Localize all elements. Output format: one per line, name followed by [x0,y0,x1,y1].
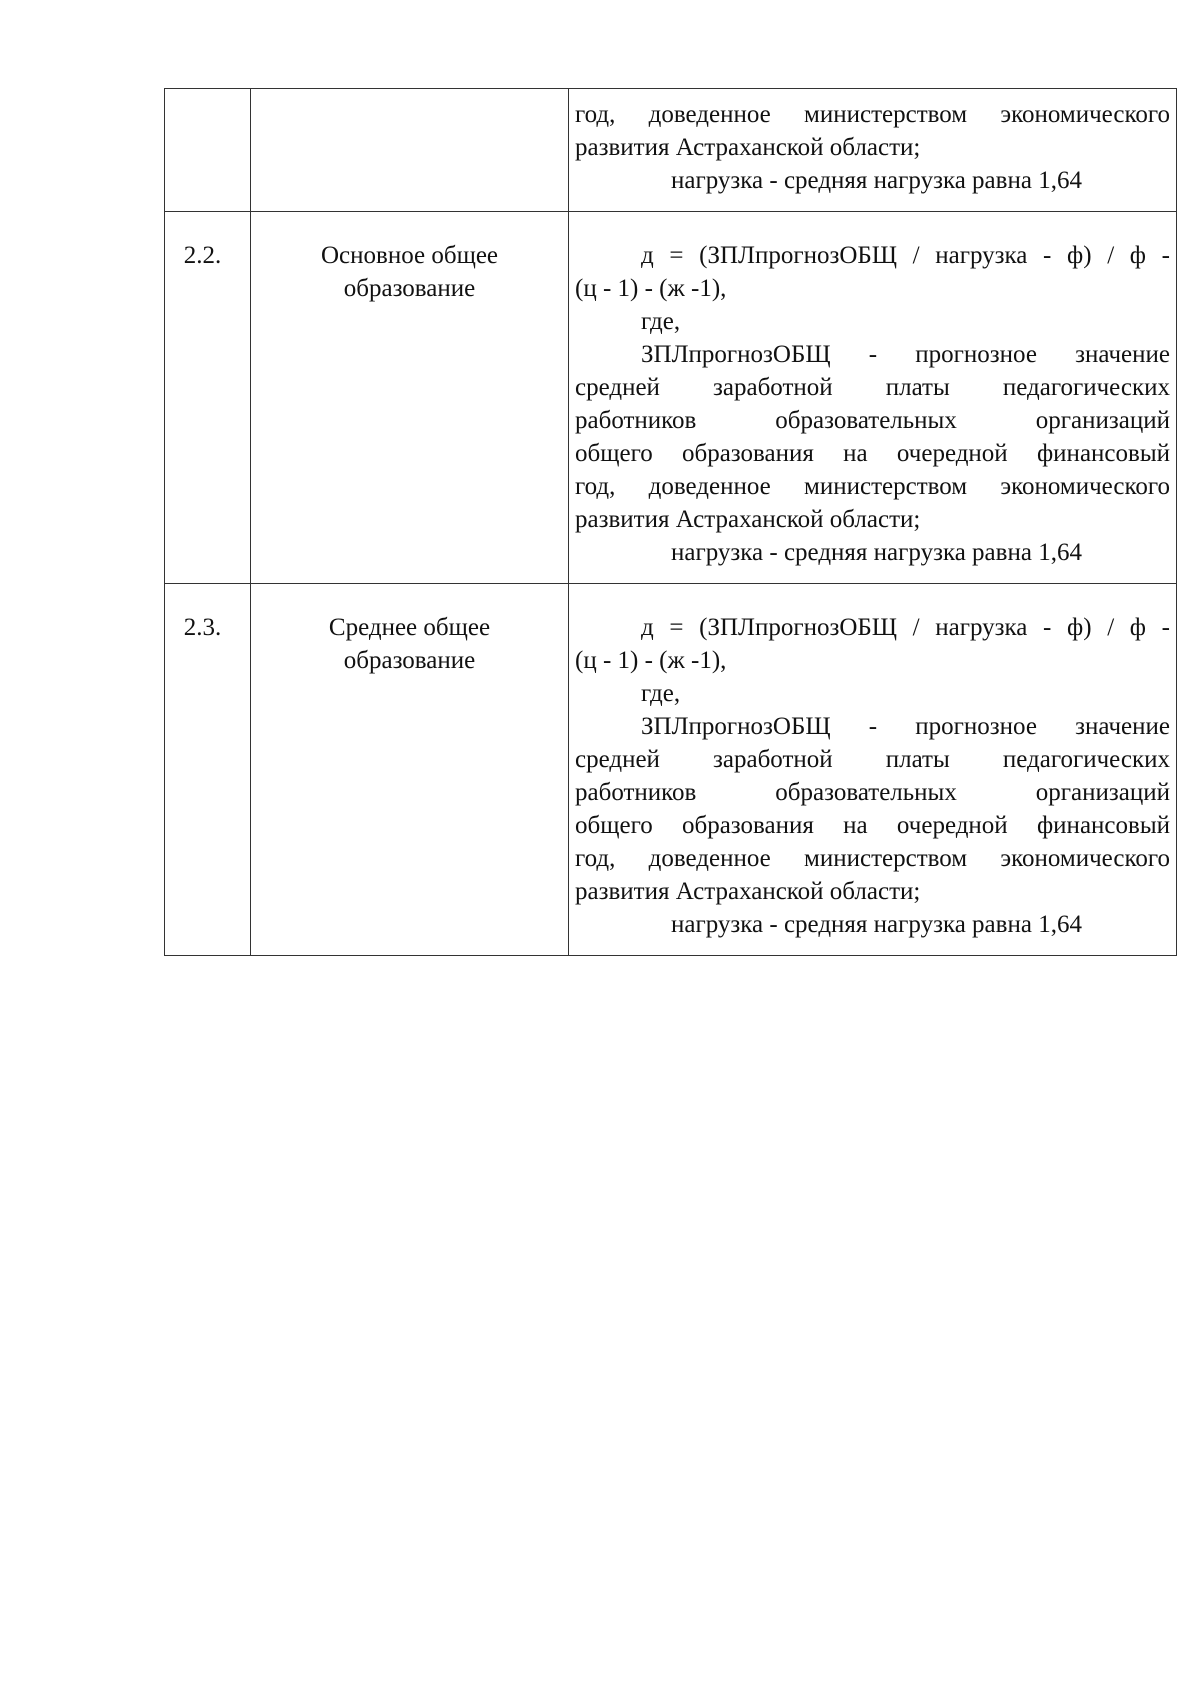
formula-text-line: ЗПЛпрогнозОБЩ - прогнозное значение [641,713,1170,740]
row-number-cell: 2.2. [165,212,251,584]
formula-text-line: где, [641,308,681,335]
formula-text-line: общего образования на очередной финансовый [575,812,1170,839]
row-name-line: образование [343,647,476,674]
formula-text-line: (ц - 1) - (ж -1), [575,647,727,674]
formula-text-line: где, [641,680,681,707]
table-row [165,584,1177,956]
row-formula-cell [569,212,1177,584]
row-name-cell [251,89,569,212]
formula-text-line: год, доведенное министерством экономического [575,473,1170,500]
formula-text-line: ЗПЛпрогнозОБЩ - прогнозное значение [641,341,1170,368]
formula-text-line: нагрузка - средняя нагрузка равна 1,64 [671,911,1082,938]
formula-text-line: д = (ЗПЛпрогнозОБЩ / нагрузка - ф) / ф - [641,242,1170,269]
row-name-cell [251,212,569,584]
row-name-line: Среднее общее [328,614,491,641]
formula-text-line: развития Астраханской области; [575,506,921,533]
formula-text-line: развития Астраханской области; [575,878,921,905]
row-number-cell [165,89,251,212]
row-name-cell [251,584,569,956]
formula-text-line: работников образовательных организаций [575,779,1170,806]
row-formula-cell [569,584,1177,956]
formula-text-line: развития Астраханской области; [575,134,921,161]
indicator-table [164,88,1177,956]
formula-text-line: общего образования на очередной финансовый [575,440,1170,467]
formula-text-line: работников образовательных организаций [575,407,1170,434]
formula-text-line: год, доведенное министерством экономического [575,101,1170,128]
formula-text-line: нагрузка - средняя нагрузка равна 1,64 [671,539,1082,566]
formula-text-line: средней заработной платы педагогических [575,746,1170,773]
formula-text-line: средней заработной платы педагогических [575,374,1170,401]
formula-text-line: д = (ЗПЛпрогнозОБЩ / нагрузка - ф) / ф - [641,614,1170,641]
row-name-line: Основное общее [320,242,499,269]
row-number-cell: 2.3. [165,584,251,956]
table-row [165,212,1177,584]
row-formula-cell [569,89,1177,212]
formula-text-line: нагрузка - средняя нагрузка равна 1,64 [671,167,1082,194]
table-row [165,89,1177,212]
formula-text-line: (ц - 1) - (ж -1), [575,275,727,302]
formula-text-line: год, доведенное министерством экономического [575,845,1170,872]
row-name-line: образование [343,275,476,302]
